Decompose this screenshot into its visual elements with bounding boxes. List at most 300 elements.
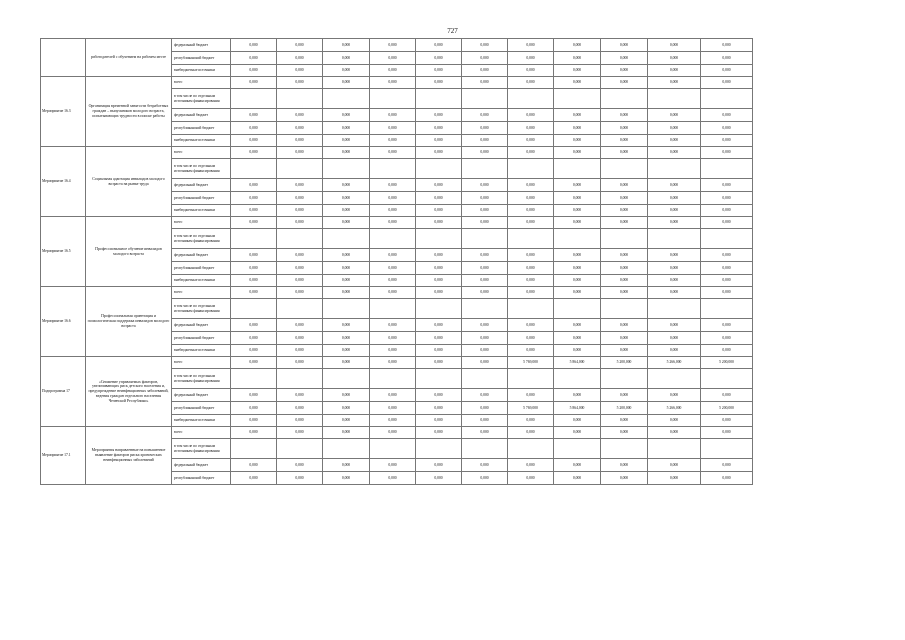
amount-cell: 0,000	[462, 192, 508, 205]
amount-cell: 0,000	[370, 179, 416, 192]
amount-cell: 0,000	[701, 135, 753, 147]
amount-cell	[416, 159, 462, 179]
amount-cell: 0,000	[701, 389, 753, 402]
amount-cell: 0,000	[601, 205, 648, 217]
amount-cell: 0,000	[277, 472, 323, 485]
amount-cell: 0,000	[462, 135, 508, 147]
amount-cell: 0,000	[323, 109, 370, 122]
amount-cell: 0,000	[648, 109, 701, 122]
amount-cell: 0,000	[231, 357, 277, 369]
amount-cell: 0,000	[648, 472, 701, 485]
amount-cell: 0,000	[554, 319, 601, 332]
amount-cell: 5 200,000	[701, 402, 753, 415]
amount-cell: 0,000	[462, 287, 508, 299]
funding-source-cell: федеральный бюджет	[172, 319, 231, 332]
amount-cell: 0,000	[370, 472, 416, 485]
amount-cell: 0,000	[231, 427, 277, 439]
amount-cell: 5 266,000	[648, 402, 701, 415]
funding-source-cell: республиканский бюджет	[172, 192, 231, 205]
amount-cell: 0,000	[277, 415, 323, 427]
amount-cell	[601, 229, 648, 249]
amount-cell	[323, 229, 370, 249]
amount-cell: 0,000	[231, 332, 277, 345]
amount-cell: 0,000	[277, 402, 323, 415]
amount-cell	[277, 89, 323, 109]
amount-cell: 0,000	[416, 109, 462, 122]
amount-cell: 0,000	[508, 275, 554, 287]
table-row	[41, 357, 753, 369]
amount-cell: 0,000	[601, 39, 648, 52]
funding-source-cell: в том числе по отдельным источникам финансирования	[172, 439, 231, 459]
amount-cell: 0,000	[323, 65, 370, 77]
amount-cell: 0,000	[370, 77, 416, 89]
amount-cell: 0,000	[508, 389, 554, 402]
amount-cell: 0,000	[508, 459, 554, 472]
amount-cell: 0,000	[323, 39, 370, 52]
funding-source-cell: внебюджетные источники	[172, 135, 231, 147]
amount-cell: 5 769,000	[508, 357, 554, 369]
amount-cell: 0,000	[231, 319, 277, 332]
amount-cell: 0,000	[370, 427, 416, 439]
amount-cell	[416, 229, 462, 249]
amount-cell: 0,000	[701, 217, 753, 229]
amount-cell: 0,000	[231, 415, 277, 427]
amount-cell: 0,000	[277, 39, 323, 52]
amount-cell: 0,000	[648, 262, 701, 275]
amount-cell: 0,000	[416, 402, 462, 415]
amount-cell: 0,000	[277, 345, 323, 357]
amount-cell	[462, 299, 508, 319]
amount-cell	[323, 439, 370, 459]
amount-cell: 5 864,000	[554, 357, 601, 369]
funding-source-cell: федеральный бюджет	[172, 109, 231, 122]
amount-cell: 0,000	[554, 65, 601, 77]
amount-cell: 0,000	[416, 179, 462, 192]
amount-cell: 0,000	[701, 147, 753, 159]
table-row	[41, 217, 753, 229]
funding-source-cell: внебюджетные источники	[172, 275, 231, 287]
funding-source-cell: федеральный бюджет	[172, 459, 231, 472]
amount-cell: 0,000	[462, 459, 508, 472]
amount-cell: 0,000	[231, 205, 277, 217]
amount-cell: 0,000	[648, 147, 701, 159]
amount-cell	[323, 89, 370, 109]
amount-cell: 0,000	[370, 332, 416, 345]
amount-cell: 0,000	[231, 402, 277, 415]
amount-cell: 0,000	[370, 275, 416, 287]
amount-cell: 0,000	[323, 135, 370, 147]
amount-cell: 0,000	[554, 287, 601, 299]
amount-cell: 0,000	[601, 262, 648, 275]
amount-cell: 0,000	[277, 332, 323, 345]
program-name-cell: Подпрограмма 17	[41, 357, 86, 427]
funding-source-cell: всего	[172, 287, 231, 299]
amount-cell: 0,000	[416, 77, 462, 89]
amount-cell: 0,000	[554, 147, 601, 159]
amount-cell: 0,000	[601, 389, 648, 402]
amount-cell: 0,000	[554, 39, 601, 52]
amount-cell: 0,000	[554, 415, 601, 427]
amount-cell: 0,000	[323, 389, 370, 402]
amount-cell	[231, 229, 277, 249]
amount-cell: 0,000	[370, 345, 416, 357]
amount-cell: 0,000	[231, 345, 277, 357]
amount-cell: 0,000	[508, 147, 554, 159]
amount-cell: 0,000	[462, 249, 508, 262]
amount-cell: 0,000	[554, 249, 601, 262]
amount-cell: 0,000	[508, 52, 554, 65]
funding-source-cell: в том числе по отдельным источникам финансирования	[172, 229, 231, 249]
amount-cell: 0,000	[648, 77, 701, 89]
amount-cell: 0,000	[323, 459, 370, 472]
amount-cell: 0,000	[508, 287, 554, 299]
amount-cell: 0,000	[231, 472, 277, 485]
amount-cell: 0,000	[648, 192, 701, 205]
amount-cell: 0,000	[648, 52, 701, 65]
program-description-cell: Мероприятия направленные на повышенное выявление факторов риска хронических неинфекционных заболеваний	[86, 427, 172, 485]
amount-cell: 0,000	[231, 109, 277, 122]
amount-cell	[508, 229, 554, 249]
funding-source-cell: всего	[172, 217, 231, 229]
amount-cell: 0,000	[416, 389, 462, 402]
amount-cell: 0,000	[277, 427, 323, 439]
amount-cell: 0,000	[323, 402, 370, 415]
amount-cell: 0,000	[701, 332, 753, 345]
amount-cell: 0,000	[701, 109, 753, 122]
amount-cell: 0,000	[554, 427, 601, 439]
amount-cell: 0,000	[701, 319, 753, 332]
amount-cell: 0,000	[601, 192, 648, 205]
amount-cell: 0,000	[648, 205, 701, 217]
amount-cell: 0,000	[462, 389, 508, 402]
funding-source-cell: республиканский бюджет	[172, 262, 231, 275]
amount-cell: 0,000	[508, 217, 554, 229]
amount-cell: 0,000	[701, 65, 753, 77]
amount-cell	[277, 369, 323, 389]
amount-cell: 0,000	[601, 135, 648, 147]
amount-cell: 0,000	[370, 39, 416, 52]
amount-cell: 0,000	[323, 357, 370, 369]
amount-cell	[462, 369, 508, 389]
amount-cell: 0,000	[601, 332, 648, 345]
amount-cell: 0,000	[601, 345, 648, 357]
amount-cell: 0,000	[231, 77, 277, 89]
amount-cell: 0,000	[370, 192, 416, 205]
amount-cell: 0,000	[323, 249, 370, 262]
funding-source-cell: в том числе по отдельным источникам финансирования	[172, 89, 231, 109]
amount-cell: 0,000	[601, 415, 648, 427]
amount-cell: 0,000	[508, 135, 554, 147]
amount-cell: 0,000	[648, 389, 701, 402]
amount-cell: 0,000	[701, 427, 753, 439]
amount-cell: 0,000	[648, 65, 701, 77]
amount-cell: 0,000	[370, 205, 416, 217]
amount-cell: 0,000	[701, 459, 753, 472]
amount-cell: 0,000	[277, 389, 323, 402]
amount-cell: 0,000	[323, 275, 370, 287]
amount-cell: 0,000	[701, 262, 753, 275]
amount-cell	[416, 439, 462, 459]
amount-cell	[508, 299, 554, 319]
table-row	[41, 77, 753, 89]
amount-cell: 0,000	[508, 65, 554, 77]
amount-cell: 5 769,000	[508, 402, 554, 415]
amount-cell: 0,000	[508, 332, 554, 345]
amount-cell: 0,000	[277, 459, 323, 472]
amount-cell	[370, 229, 416, 249]
program-name-cell: Мероприятие 16.4	[41, 147, 86, 217]
amount-cell: 0,000	[416, 147, 462, 159]
amount-cell: 0,000	[601, 77, 648, 89]
amount-cell: 0,000	[277, 357, 323, 369]
funding-source-cell: внебюджетные источники	[172, 415, 231, 427]
table-row	[41, 39, 753, 52]
program-description-cell: Социальная адаптация инвалидов молодого возраста на рынке труда	[86, 147, 172, 217]
amount-cell: 0,000	[323, 77, 370, 89]
amount-cell: 0,000	[601, 147, 648, 159]
funding-source-cell: республиканский бюджет	[172, 332, 231, 345]
amount-cell: 0,000	[648, 249, 701, 262]
amount-cell: 0,000	[601, 427, 648, 439]
amount-cell: 0,000	[554, 472, 601, 485]
amount-cell: 0,000	[508, 205, 554, 217]
amount-cell: 0,000	[370, 389, 416, 402]
program-name-cell: Мероприятие 16.3	[41, 77, 86, 147]
amount-cell: 5 266,000	[648, 357, 701, 369]
amount-cell	[323, 299, 370, 319]
amount-cell: 0,000	[416, 357, 462, 369]
funding-source-cell: всего	[172, 77, 231, 89]
amount-cell: 0,000	[462, 357, 508, 369]
amount-cell: 0,000	[508, 192, 554, 205]
amount-cell	[701, 369, 753, 389]
amount-cell: 0,000	[416, 217, 462, 229]
amount-cell	[601, 159, 648, 179]
amount-cell: 0,000	[416, 275, 462, 287]
amount-cell: 0,000	[277, 109, 323, 122]
amount-cell	[601, 299, 648, 319]
amount-cell: 0,000	[231, 217, 277, 229]
amount-cell: 0,000	[701, 415, 753, 427]
amount-cell: 0,000	[231, 52, 277, 65]
amount-cell: 0,000	[323, 415, 370, 427]
amount-cell: 0,000	[231, 262, 277, 275]
amount-cell: 0,000	[277, 249, 323, 262]
amount-cell: 0,000	[648, 39, 701, 52]
amount-cell: 0,000	[323, 192, 370, 205]
amount-cell: 0,000	[701, 249, 753, 262]
amount-cell	[277, 229, 323, 249]
amount-cell: 0,000	[462, 109, 508, 122]
amount-cell: 0,000	[462, 205, 508, 217]
amount-cell: 0,000	[601, 217, 648, 229]
amount-cell: 0,000	[416, 135, 462, 147]
amount-cell: 0,000	[370, 52, 416, 65]
amount-cell	[508, 439, 554, 459]
amount-cell: 0,000	[554, 389, 601, 402]
amount-cell: 0,000	[508, 345, 554, 357]
amount-cell: 0,000	[370, 217, 416, 229]
amount-cell: 0,000	[554, 179, 601, 192]
amount-cell: 0,000	[554, 217, 601, 229]
amount-cell: 0,000	[416, 319, 462, 332]
amount-cell: 0,000	[554, 135, 601, 147]
amount-cell: 0,000	[701, 179, 753, 192]
amount-cell: 0,000	[648, 135, 701, 147]
amount-cell: 0,000	[508, 249, 554, 262]
amount-cell: 0,000	[648, 122, 701, 135]
amount-cell: 0,000	[231, 459, 277, 472]
amount-cell: 0,000	[323, 52, 370, 65]
amount-cell: 0,000	[648, 179, 701, 192]
amount-cell	[231, 89, 277, 109]
funding-source-cell: федеральный бюджет	[172, 39, 231, 52]
amount-cell: 0,000	[508, 109, 554, 122]
amount-cell: 0,000	[277, 319, 323, 332]
amount-cell: 0,000	[277, 179, 323, 192]
amount-cell: 0,000	[416, 52, 462, 65]
funding-source-cell: федеральный бюджет	[172, 249, 231, 262]
amount-cell: 0,000	[601, 319, 648, 332]
funding-source-cell: в том числе по отдельным источникам финансирования	[172, 299, 231, 319]
amount-cell: 0,000	[323, 287, 370, 299]
amount-cell	[416, 369, 462, 389]
amount-cell: 0,000	[648, 332, 701, 345]
amount-cell: 0,000	[601, 459, 648, 472]
amount-cell: 0,000	[370, 249, 416, 262]
amount-cell: 0,000	[370, 319, 416, 332]
amount-cell: 0,000	[416, 472, 462, 485]
amount-cell: 0,000	[416, 122, 462, 135]
amount-cell	[462, 159, 508, 179]
amount-cell	[277, 439, 323, 459]
funding-source-cell: республиканский бюджет	[172, 472, 231, 485]
amount-cell: 0,000	[554, 262, 601, 275]
amount-cell	[508, 89, 554, 109]
funding-source-cell: в том числе по отдельным источникам финансирования	[172, 369, 231, 389]
amount-cell: 0,000	[701, 77, 753, 89]
table-row	[41, 147, 753, 159]
amount-cell: 0,000	[462, 77, 508, 89]
amount-cell: 0,000	[370, 65, 416, 77]
amount-cell: 0,000	[231, 147, 277, 159]
amount-cell: 0,000	[416, 262, 462, 275]
amount-cell: 0,000	[370, 147, 416, 159]
amount-cell	[554, 369, 601, 389]
amount-cell	[462, 229, 508, 249]
amount-cell: 0,000	[462, 262, 508, 275]
amount-cell: 0,000	[701, 52, 753, 65]
program-description-cell: Профессиональная ориентация и психологическая поддержка инвалидов молодого возраста	[86, 287, 172, 357]
amount-cell: 0,000	[416, 332, 462, 345]
page-number: 727	[447, 27, 458, 35]
amount-cell: 0,000	[231, 275, 277, 287]
amount-cell	[701, 439, 753, 459]
program-description-cell: «Снижение управляемых факторов, увеличивающих риск детского населения и, предупреждение неинфекционных заболеваний, ведения граждан отдельного населения Чеченской Республики»	[86, 357, 172, 427]
amount-cell	[701, 159, 753, 179]
funding-source-cell: в том числе по отдельным источникам финансирования	[172, 159, 231, 179]
amount-cell	[416, 89, 462, 109]
amount-cell	[554, 229, 601, 249]
amount-cell: 0,000	[554, 345, 601, 357]
funding-source-cell: внебюджетные источники	[172, 345, 231, 357]
program-description-cell: Профессиональное обучение инвалидов молодого возраста	[86, 217, 172, 287]
amount-cell: 0,000	[323, 217, 370, 229]
amount-cell: 0,000	[701, 205, 753, 217]
amount-cell	[601, 369, 648, 389]
program-name-cell: Мероприятие 17.1	[41, 427, 86, 485]
table-row	[41, 287, 753, 299]
amount-cell: 0,000	[277, 287, 323, 299]
amount-cell: 0,000	[554, 332, 601, 345]
amount-cell: 0,000	[701, 122, 753, 135]
amount-cell: 0,000	[370, 459, 416, 472]
amount-cell	[601, 439, 648, 459]
amount-cell: 0,000	[416, 345, 462, 357]
amount-cell: 0,000	[554, 77, 601, 89]
program-description-cell: работодателей с обучением на рабочем месте	[86, 39, 172, 77]
amount-cell: 0,000	[323, 122, 370, 135]
amount-cell	[508, 159, 554, 179]
amount-cell: 0,000	[462, 65, 508, 77]
amount-cell: 0,000	[231, 65, 277, 77]
amount-cell: 5 200,000	[701, 357, 753, 369]
amount-cell: 0,000	[416, 65, 462, 77]
amount-cell	[554, 439, 601, 459]
amount-cell: 0,000	[277, 77, 323, 89]
amount-cell: 0,000	[648, 319, 701, 332]
amount-cell: 0,000	[648, 427, 701, 439]
amount-cell: 0,000	[323, 205, 370, 217]
amount-cell	[462, 439, 508, 459]
amount-cell	[416, 299, 462, 319]
amount-cell: 0,000	[231, 192, 277, 205]
amount-cell: 0,000	[277, 275, 323, 287]
amount-cell: 0,000	[462, 147, 508, 159]
amount-cell	[648, 299, 701, 319]
amount-cell: 0,000	[462, 275, 508, 287]
amount-cell: 0,000	[416, 192, 462, 205]
amount-cell: 0,000	[701, 345, 753, 357]
amount-cell: 0,000	[416, 287, 462, 299]
amount-cell: 0,000	[370, 357, 416, 369]
amount-cell: 0,000	[601, 52, 648, 65]
amount-cell: 0,000	[601, 179, 648, 192]
amount-cell: 0,000	[231, 389, 277, 402]
amount-cell: 0,000	[416, 249, 462, 262]
amount-cell: 0,000	[648, 275, 701, 287]
amount-cell	[370, 159, 416, 179]
amount-cell: 0,000	[277, 52, 323, 65]
amount-cell: 0,000	[508, 415, 554, 427]
table-body	[41, 39, 753, 485]
amount-cell	[701, 299, 753, 319]
amount-cell: 0,000	[462, 472, 508, 485]
program-name-cell: Мероприятие 16.6	[41, 287, 86, 357]
amount-cell: 0,000	[370, 122, 416, 135]
program-name-cell	[41, 39, 86, 77]
amount-cell	[648, 89, 701, 109]
amount-cell: 0,000	[370, 402, 416, 415]
funding-source-cell: всего	[172, 147, 231, 159]
amount-cell: 0,000	[648, 345, 701, 357]
amount-cell: 0,000	[701, 275, 753, 287]
amount-cell: 0,000	[277, 135, 323, 147]
amount-cell: 0,000	[462, 319, 508, 332]
amount-cell: 0,000	[462, 39, 508, 52]
amount-cell: 0,000	[601, 249, 648, 262]
amount-cell: 0,000	[554, 205, 601, 217]
